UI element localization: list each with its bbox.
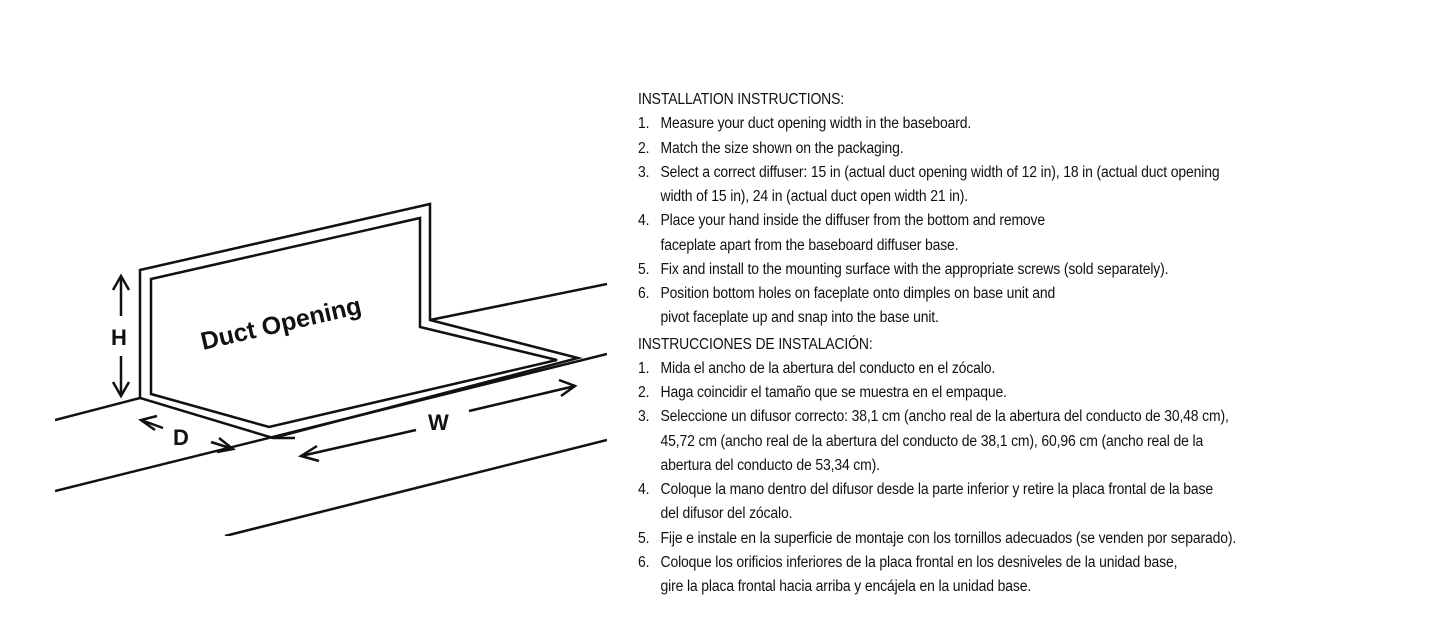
step-text: Match the size shown on the packaging. (660, 139, 904, 157)
step-number: 2. (638, 139, 650, 157)
step-text: Coloque los orificios inferiores de la placa frontal en los desniveles de la unidad base, gire la placa frontal hacia arriba y encájela en la unidad base. (660, 553, 1178, 595)
instructions-heading-es: INSTRUCCIONES DE INSTALACIÓN: (638, 335, 873, 353)
step-es-1 (638, 357, 1358, 381)
steps-list-es (638, 357, 1358, 600)
step-text: Fix and install to the mounting surface with the appropriate screws (sold separately). (660, 260, 1169, 278)
instructions-spanish (638, 333, 1358, 600)
step-es-5 (638, 527, 1358, 551)
step-text: Fije e instale en la superficie de montaje con los tornillos adecuados (se venden por separado). (660, 529, 1237, 547)
step-text: Measure your duct opening width in the baseboard. (660, 115, 972, 133)
step-number: 4. (638, 481, 650, 498)
step-en-1 (638, 112, 1358, 136)
step-text: Place your hand inside the diffuser from the bottom and remove faceplate apart from the baseboard diffuser base. (660, 212, 1046, 254)
step-number: 4. (638, 212, 650, 230)
baseboard-bottom-edge (225, 440, 607, 536)
step-text: Mida el ancho de la abertura del conducto en el zócalo. (660, 359, 996, 377)
duct-opening-diagram (55, 158, 607, 536)
instructions-english (638, 88, 1358, 331)
duct-opening-inner (151, 218, 557, 427)
instructions-column (638, 88, 1358, 599)
depth-label: D (173, 425, 189, 450)
duct-opening-outer (140, 204, 578, 438)
step-en-3 (638, 161, 1358, 210)
height-label: H (111, 325, 127, 350)
step-es-2 (638, 381, 1358, 405)
step-number: 2. (638, 384, 650, 401)
step-en-5 (638, 258, 1358, 282)
step-number: 1. (638, 115, 650, 133)
step-number: 3. (638, 408, 650, 426)
steps-list-en (638, 112, 1358, 330)
step-es-4 (638, 478, 1358, 527)
duct-diagram-svg (55, 158, 607, 536)
instructions-heading-en: INSTALLATION INSTRUCTIONS: (638, 91, 845, 108)
step-number: 1. (638, 359, 650, 377)
step-en-6 (638, 282, 1358, 331)
step-number: 3. (638, 163, 650, 181)
step-text: Coloque la mano dentro del difusor desde la parte inferior y retire la placa frontal de la base del difusor del zócalo. (660, 481, 1213, 523)
step-es-3 (638, 405, 1358, 478)
step-number: 5. (638, 529, 650, 547)
duct-opening-label: Duct Opening (198, 291, 365, 356)
floor-line-left (55, 398, 140, 420)
step-text: Haga coincidir el tamaño que se muestra en el empaque. (660, 384, 1007, 401)
step-number: 6. (638, 553, 650, 571)
step-en-4 (638, 209, 1358, 258)
wall-line-right (430, 284, 607, 320)
step-number: 5. (638, 260, 650, 278)
step-text: Position bottom holes on faceplate onto dimples on base unit and pivot faceplate up and snap into the base unit. (660, 285, 1056, 327)
width-label: W (428, 410, 449, 435)
step-text: Seleccione un difusor correcto: 38,1 cm (ancho real de la abertura del conducto de 30,48 cm), 45,72 cm (ancho real de la abertura del conducto de 38,1 cm), 60,96 cm (ancho real de la abertura del conducto de 53,34 cm). (660, 408, 1229, 474)
step-text: Select a correct diffuser: 15 in (actual duct opening width of 12 in), 18 in (actual duct opening width of 15 in), 24 in (actual duct open width 21 in). (660, 163, 1220, 205)
step-en-2 (638, 137, 1358, 161)
step-es-6 (638, 551, 1358, 600)
step-number: 6. (638, 285, 650, 302)
